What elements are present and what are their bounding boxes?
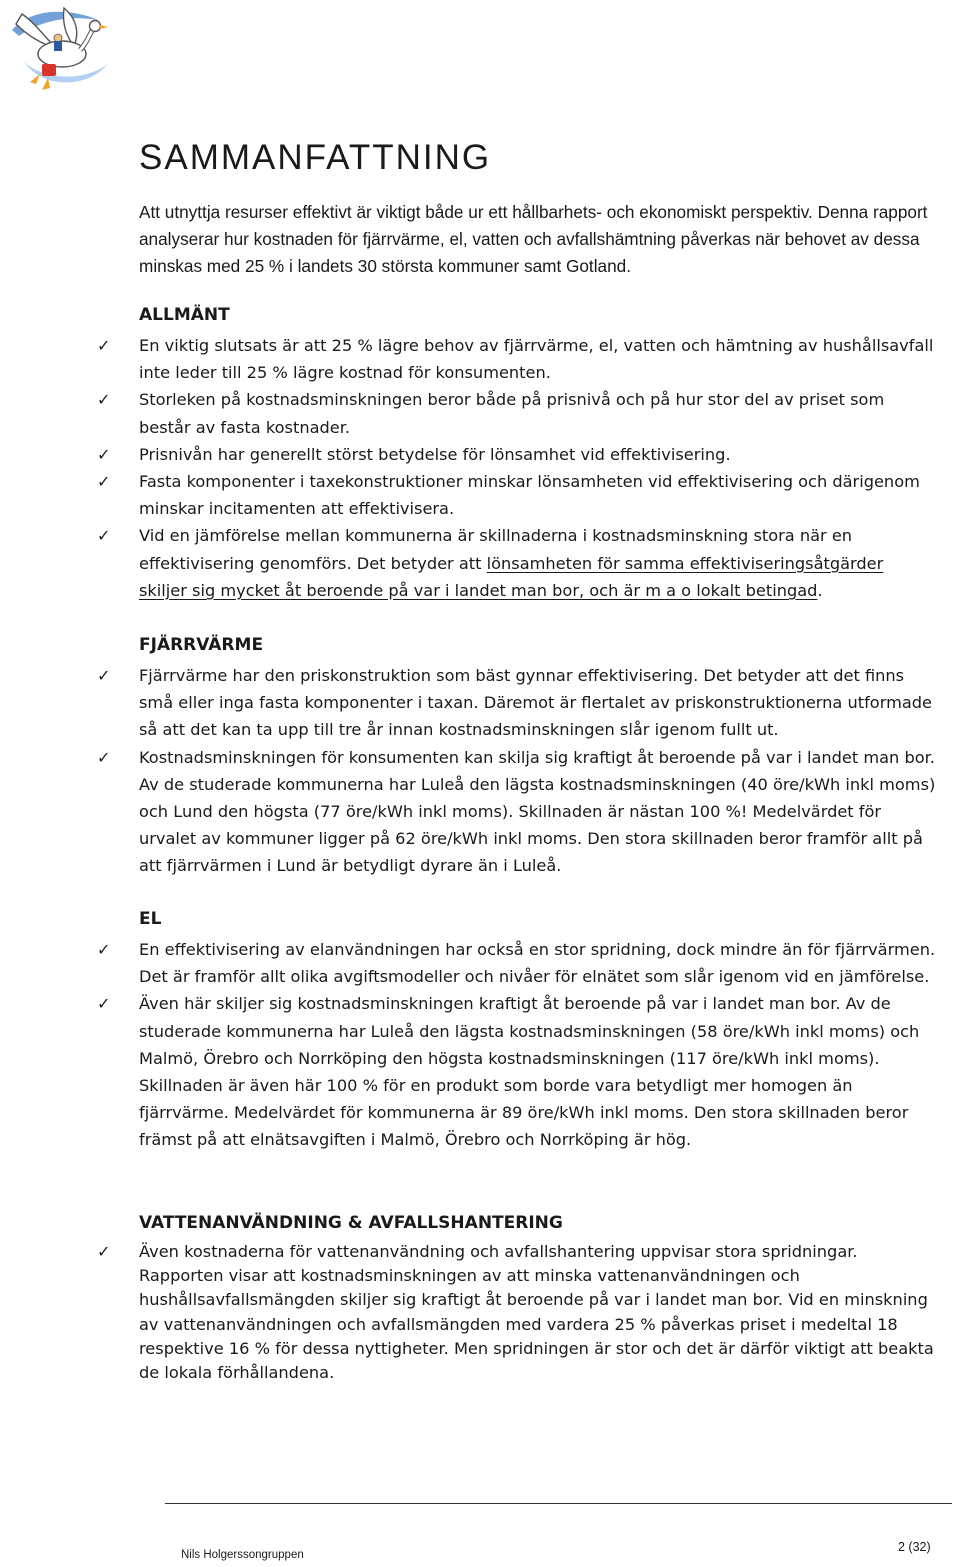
section-el [0, 907, 960, 1154]
checkmark-icon: ✓ [97, 526, 111, 546]
underlined-conclusion: lönsamheten för samma effektiviseringsåtgärder skiljer sig mycket åt beroende på var i landet man bor, och är m a o lokalt betingad [139, 553, 884, 600]
checkmark-icon: ✓ [97, 390, 111, 410]
checkmark-icon: ✓ [97, 336, 111, 355]
list-item: ✓ Kostnadsminskningen för konsumenten kan skilja sig kraftigt åt beroende på var i landet man bor. Av de studerade kommunerna har Luleå den lägsta kostnadsminskningen (40 öre/kWh inkl moms) och Lund den högsta (77 öre/kWh inkl moms). Skillnaden är nästan 100 %! Medelvärdet för urvalet av kommuner ligger på 62 öre/kWh inkl moms. Den stora skillnaden beror framför allt på att fjärrvärmen i Lund är betydligt dyrare än i Luleå. [139, 744, 939, 880]
list-item: ✓ En viktig slutsats är att 25 % lägre behov av fjärrvärme, el, vatten och hämtning av hushållsavfall inte leder till 25 % lägre kostnad för konsumenten. [139, 332, 934, 386]
list-item: ✓ Även kostnaderna för vattenanvändning och avfallshantering uppvisar stora spridningar. Rapporten visar att kostnadsminskningen av att minska vattenanvändningen och hushållsavfallsmängden skiljer sig kraftigt åt beroende på var i landet man bor. Vid en minskning av vattenanvändningen och avfallsmängden med vardera 25 % påverkas priset i medeltal 18 respektive 16 % för dessa nyttigheter. Men spridningen är stor och det är därför viktigt att beakta de lokala förhållandena. [97, 1242, 934, 1383]
list-item: ✓ Fjärrvärme har den priskonstruktion som bäst gynnar effektivisering. Det betyder att det finns små eller inga fasta komponenter i taxan. Däremot är flertalet av priskonstruktionerna utformade så att det kan ta upp till tre år innan kostnadsminskningen slår igenom fullt ut. [139, 662, 939, 744]
section-heading: ALLMÄNT [139, 305, 230, 325]
footer-divider [165, 1503, 952, 1504]
list-item: ✓ En effektivisering av elanvändningen har också en stor spridning, dock mindre än för fjärrvärmen. Det är framför allt olika avgiftsmodeller och nivåer för elnätet som slår igenom vid en jämförelse. [139, 936, 939, 990]
list-item: ✓ Prisnivån har generellt störst betydelse för lönsamhet vid effektivisering. [139, 441, 934, 468]
page-number: 2 (32) [898, 1540, 931, 1554]
bullet-list [0, 936, 960, 1154]
list-item: ✓ Även här skiljer sig kostnadsminskningen kraftigt åt beroende på var i landet man bor. Av de studerade kommunerna har Luleå den lägsta kostnadsminskningen (58 öre/kWh inkl moms) och Malmö, Örebro och Norrköping den högsta kostnadsminskningen (117 öre/kWh inkl moms). Skillnaden är även här 100 % för en produkt som borde vara betydligt mer homogen än fjärrvärme. Medelvärdet för kommunerna är 89 öre/kWh inkl moms. Den stora skillnaden beror främst på att elnätsavgiften i Malmö, Örebro och Norrköping är hög. [139, 990, 939, 1153]
bullet-list [0, 1240, 960, 1385]
intro-text [139, 199, 939, 280]
section-allmant [0, 303, 960, 604]
checkmark-icon: ✓ [97, 747, 111, 767]
goose-logo-icon [4, 2, 114, 100]
section-heading: VATTENANVÄNDNING & AVFALLSHANTERING [139, 1213, 563, 1233]
section-heading: EL [139, 909, 162, 929]
checkmark-icon: ✓ [97, 472, 111, 492]
list-item: ✓ Fasta komponenter i taxekonstruktioner minskar lönsamheten vid effektivisering och därigenom minskar incitamenten att effektivisera. [139, 468, 934, 522]
section-vatten-avfall [0, 1211, 960, 1385]
checkmark-icon: ✓ [97, 666, 111, 685]
section-fjarrvarme [0, 633, 960, 880]
bullet-list [0, 662, 960, 880]
checkmark-icon: ✓ [97, 444, 111, 464]
checkmark-icon: ✓ [97, 1242, 111, 1261]
page-title: SAMMANFATTNING [139, 138, 492, 177]
section-heading: FJÄRRVÄRME [139, 635, 264, 655]
bullet-list [0, 332, 960, 604]
list-item: ✓ Storleken på kostnadsminskningen beror både på prisnivå och på hur stor del av priset som består av fasta kostnader. [139, 386, 934, 440]
checkmark-icon: ✓ [97, 940, 111, 959]
checkmark-icon: ✓ [97, 994, 111, 1014]
footer-organization: Nils Holgerssongruppen [181, 1549, 304, 1561]
intro-paragraph: Att utnyttja resurser effektivt är viktigt både ur ett hållbarhets- och ekonomiskt perspektiv. Denna rapport analyserar hur kostnaden för fjärrvärme, el, vatten och avfallshämtning påverkas när behovet av dessa minskas med 25 % i landets 30 största kommuner samt Gotland. [139, 202, 928, 276]
list-item: ✓ Vid en jämförelse mellan kommunerna är skillnaderna i kostnadsminskning stora när en effektivisering genomförs. Det betyder att lönsamheten för samma effektiviseringsåtgärder skiljer sig mycket åt beroende på var i landet man bor, och är m a o lokalt betingad. [139, 522, 934, 604]
